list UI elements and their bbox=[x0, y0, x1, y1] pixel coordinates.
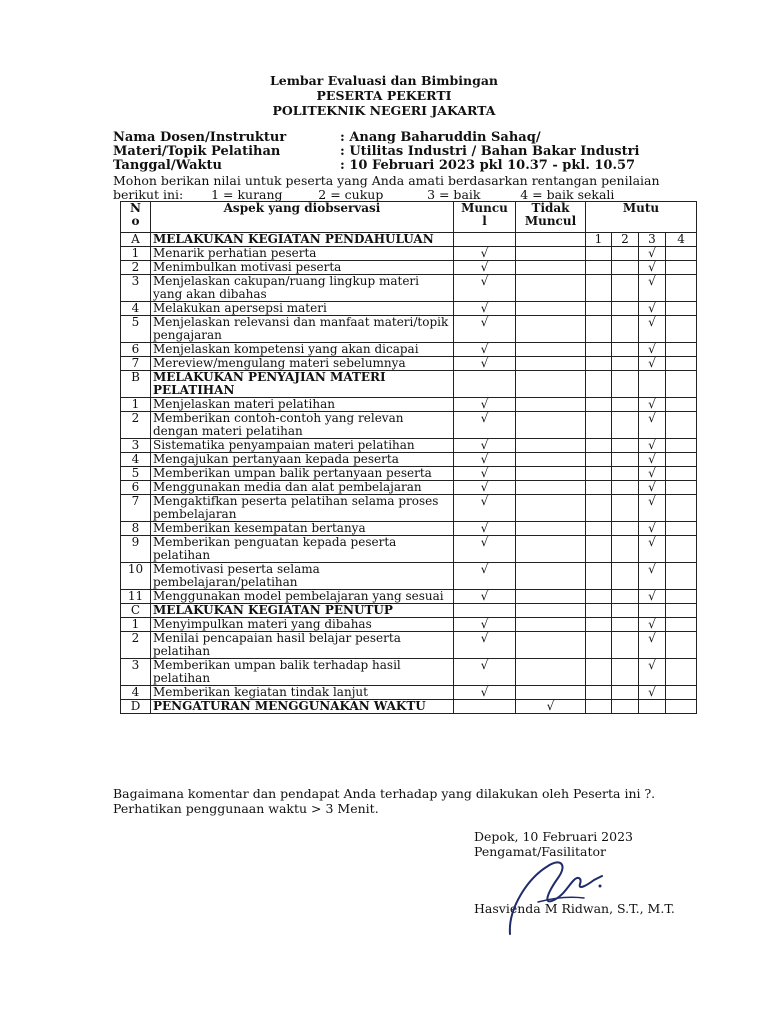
mutu-2-cell bbox=[612, 604, 639, 618]
tidak-muncul-cell bbox=[516, 495, 586, 522]
section-row bbox=[121, 604, 697, 618]
table-row bbox=[121, 343, 697, 357]
tidak-muncul-cell bbox=[516, 261, 586, 275]
footer-time-note: Perhatikan penggunaan waktu > 3 Menit. bbox=[113, 801, 379, 816]
table-row bbox=[121, 316, 697, 343]
aspect-text: Memberikan kegiatan tindak lanjut bbox=[151, 686, 454, 700]
row-number: 5 bbox=[121, 467, 151, 481]
mutu-1-cell bbox=[586, 522, 612, 536]
mutu-4-cell bbox=[666, 495, 697, 522]
mutu-4-cell bbox=[666, 247, 697, 261]
aspect-text: Memberikan contoh-contoh yang relevan dengan materi pelatihan bbox=[151, 412, 454, 439]
row-number: 2 bbox=[121, 412, 151, 439]
tidak-muncul-cell bbox=[516, 275, 586, 302]
aspect-text: Menggunakan model pembelajaran yang sesuai bbox=[151, 590, 454, 604]
mutu-3-cell: √ bbox=[639, 439, 666, 453]
mutu-1-cell bbox=[586, 536, 612, 563]
mutu-2-cell bbox=[612, 398, 639, 412]
footer-comment-question: Bagaimana komentar dan pendapat Anda terhadap yang dilakukan oleh Peserta ini ?. bbox=[113, 786, 656, 801]
info-value: : Utilitas Industri / Bahan Bakar Industri bbox=[340, 144, 640, 159]
row-number: 6 bbox=[121, 481, 151, 495]
doc-title: Lembar Evaluasi dan Bimbingan bbox=[269, 73, 499, 88]
info-value: : Anang Baharuddin Sahaq/ bbox=[340, 130, 541, 145]
header-muncul: Muncu l bbox=[454, 202, 516, 233]
tidak-muncul-cell bbox=[516, 343, 586, 357]
row-number: 4 bbox=[121, 302, 151, 316]
mutu-2-cell bbox=[612, 590, 639, 604]
mutu-1-cell bbox=[586, 495, 612, 522]
mutu-4-cell bbox=[666, 467, 697, 481]
row-number: B bbox=[121, 371, 151, 398]
mutu-1-cell: 1 bbox=[586, 233, 612, 247]
muncul-cell: √ bbox=[454, 453, 516, 467]
mutu-3-cell: √ bbox=[639, 316, 666, 343]
mutu-4-cell bbox=[666, 302, 697, 316]
row-number: 8 bbox=[121, 522, 151, 536]
table-row bbox=[121, 439, 697, 453]
muncul-cell: √ bbox=[454, 522, 516, 536]
mutu-2-cell bbox=[612, 357, 639, 371]
mutu-4-cell bbox=[666, 700, 697, 714]
table-row bbox=[121, 495, 697, 522]
aspect-text: Memberikan umpan balik terhadap hasil pelatihan bbox=[151, 659, 454, 686]
muncul-cell: √ bbox=[454, 563, 516, 590]
muncul-cell: √ bbox=[454, 412, 516, 439]
aspect-text: Memotivasi peserta selama pembelajaran/pelatihan bbox=[151, 563, 454, 590]
mutu-3-cell: √ bbox=[639, 536, 666, 563]
aspect-text: Sistematika penyampaian materi pelatihan bbox=[151, 439, 454, 453]
mutu-1-cell bbox=[586, 316, 612, 343]
mutu-3-cell: √ bbox=[639, 247, 666, 261]
muncul-cell: √ bbox=[454, 261, 516, 275]
mutu-4-cell bbox=[666, 659, 697, 686]
row-number: 3 bbox=[121, 275, 151, 302]
row-number: 4 bbox=[121, 686, 151, 700]
mutu-3-cell: √ bbox=[639, 467, 666, 481]
row-number: 9 bbox=[121, 536, 151, 563]
table-row bbox=[121, 467, 697, 481]
row-number: 2 bbox=[121, 261, 151, 275]
mutu-3-cell: √ bbox=[639, 590, 666, 604]
mutu-3-cell: √ bbox=[639, 302, 666, 316]
aspect-text: Mengaktifkan peserta pelatihan selama proses pembelajaran bbox=[151, 495, 454, 522]
mutu-1-cell bbox=[586, 398, 612, 412]
mutu-4-cell bbox=[666, 453, 697, 467]
aspect-text: Mengajukan pertanyaan kepada peserta bbox=[151, 453, 454, 467]
mutu-1-cell bbox=[586, 604, 612, 618]
row-number: C bbox=[121, 604, 151, 618]
mutu-2-cell bbox=[612, 371, 639, 398]
mutu-3-cell bbox=[639, 604, 666, 618]
table-row bbox=[121, 247, 697, 261]
mutu-3-cell: √ bbox=[639, 343, 666, 357]
muncul-cell: √ bbox=[454, 536, 516, 563]
row-number: A bbox=[121, 233, 151, 247]
aspect-text: Menjelaskan cakupan/ruang lingkup materi yang akan dibahas bbox=[151, 275, 454, 302]
sign-name: Hasvienda M Ridwan, S.T., M.T. bbox=[474, 901, 675, 916]
table-row bbox=[121, 618, 697, 632]
mutu-2-cell bbox=[612, 439, 639, 453]
mutu-4-cell bbox=[666, 522, 697, 536]
mutu-4-cell bbox=[666, 275, 697, 302]
mutu-3-cell: √ bbox=[639, 412, 666, 439]
mutu-1-cell bbox=[586, 453, 612, 467]
info-key: Tanggal/Waktu bbox=[113, 158, 222, 173]
tidak-muncul-cell bbox=[516, 398, 586, 412]
mutu-2-cell: 2 bbox=[612, 233, 639, 247]
mutu-2-cell bbox=[612, 275, 639, 302]
aspect-text: Menimbulkan motivasi peserta bbox=[151, 261, 454, 275]
aspect-text: Menjelaskan kompetensi yang akan dicapai bbox=[151, 343, 454, 357]
tidak-muncul-cell: √ bbox=[516, 700, 586, 714]
muncul-cell: √ bbox=[454, 343, 516, 357]
aspect-text: Memberikan kesempatan bertanya bbox=[151, 522, 454, 536]
mutu-4-cell bbox=[666, 343, 697, 357]
info-key: Materi/Topik Pelatihan bbox=[113, 144, 281, 159]
tidak-muncul-cell bbox=[516, 467, 586, 481]
section-title: PENGATURAN MENGGUNAKAN WAKTU bbox=[151, 700, 454, 714]
mutu-4-cell bbox=[666, 398, 697, 412]
mutu-4-cell bbox=[666, 371, 697, 398]
mutu-1-cell bbox=[586, 590, 612, 604]
doc-subtitle: PESERTA PEKERTI bbox=[316, 88, 452, 103]
mutu-4-cell bbox=[666, 439, 697, 453]
row-number: 11 bbox=[121, 590, 151, 604]
table-row bbox=[121, 522, 697, 536]
mutu-1-cell bbox=[586, 659, 612, 686]
mutu-1-cell bbox=[586, 412, 612, 439]
row-number: 7 bbox=[121, 495, 151, 522]
mutu-2-cell bbox=[612, 700, 639, 714]
section-row bbox=[121, 700, 697, 714]
section-title: MELAKUKAN KEGIATAN PENUTUP bbox=[151, 604, 454, 618]
mutu-2-cell bbox=[612, 659, 639, 686]
evaluation-table bbox=[120, 201, 697, 714]
mutu-1-cell bbox=[586, 618, 612, 632]
header-mutu: Mutu bbox=[586, 202, 697, 233]
aspect-text: Memberikan penguatan kepada peserta pelatihan bbox=[151, 536, 454, 563]
table-row bbox=[121, 686, 697, 700]
mutu-1-cell bbox=[586, 357, 612, 371]
muncul-cell: √ bbox=[454, 467, 516, 481]
row-number: 7 bbox=[121, 357, 151, 371]
sign-role: Pengamat/Fasilitator bbox=[474, 844, 606, 859]
info-value: : 10 Februari 2023 pkl 10.37 - pkl. 10.57 bbox=[340, 158, 636, 173]
tidak-muncul-cell bbox=[516, 563, 586, 590]
muncul-cell: √ bbox=[454, 495, 516, 522]
tidak-muncul-cell bbox=[516, 536, 586, 563]
aspect-text: Menjelaskan relevansi dan manfaat materi/topik pengajaran bbox=[151, 316, 454, 343]
table-row bbox=[121, 590, 697, 604]
mutu-1-cell bbox=[586, 563, 612, 590]
mutu-1-cell bbox=[586, 632, 612, 659]
info-dosen bbox=[113, 131, 541, 145]
muncul-cell: √ bbox=[454, 247, 516, 261]
mutu-4-cell: 4 bbox=[666, 233, 697, 247]
mutu-3-cell: √ bbox=[639, 357, 666, 371]
mutu-3-cell: √ bbox=[639, 495, 666, 522]
aspect-text: Menarik perhatian peserta bbox=[151, 247, 454, 261]
row-number: 1 bbox=[121, 247, 151, 261]
tidak-muncul-cell bbox=[516, 439, 586, 453]
mutu-1-cell bbox=[586, 371, 612, 398]
mutu-1-cell bbox=[586, 467, 612, 481]
instruction-line-2: berikut ini: 1 = kurang 2 = cukup 3 = baik 4 = baik sekali bbox=[113, 187, 615, 202]
muncul-cell: √ bbox=[454, 590, 516, 604]
muncul-cell: √ bbox=[454, 316, 516, 343]
mutu-2-cell bbox=[612, 495, 639, 522]
row-number: 6 bbox=[121, 343, 151, 357]
table-row bbox=[121, 412, 697, 439]
table-row bbox=[121, 536, 697, 563]
table-row bbox=[121, 398, 697, 412]
table-row bbox=[121, 563, 697, 590]
muncul-cell: √ bbox=[454, 302, 516, 316]
muncul-cell: √ bbox=[454, 398, 516, 412]
row-number: 3 bbox=[121, 439, 151, 453]
tidak-muncul-cell bbox=[516, 590, 586, 604]
mutu-1-cell bbox=[586, 261, 612, 275]
info-tanggal bbox=[113, 159, 635, 173]
header-tidak-muncul: Tidak Muncul bbox=[516, 202, 586, 233]
section-title: MELAKUKAN PENYAJIAN MATERI PELATIHAN bbox=[151, 371, 454, 398]
table-row bbox=[121, 632, 697, 659]
mutu-2-cell bbox=[612, 563, 639, 590]
mutu-2-cell bbox=[612, 247, 639, 261]
mutu-3-cell: √ bbox=[639, 453, 666, 467]
mutu-2-cell bbox=[612, 302, 639, 316]
mutu-1-cell bbox=[586, 247, 612, 261]
mutu-4-cell bbox=[666, 261, 697, 275]
aspect-text: Menjelaskan materi pelatihan bbox=[151, 398, 454, 412]
mutu-3-cell: √ bbox=[639, 522, 666, 536]
aspect-text: Melakukan apersepsi materi bbox=[151, 302, 454, 316]
tidak-muncul-cell bbox=[516, 481, 586, 495]
mutu-4-cell bbox=[666, 536, 697, 563]
mutu-4-cell bbox=[666, 632, 697, 659]
row-number: 10 bbox=[121, 563, 151, 590]
table-row bbox=[121, 261, 697, 275]
muncul-cell: √ bbox=[454, 618, 516, 632]
mutu-2-cell bbox=[612, 481, 639, 495]
mutu-4-cell bbox=[666, 412, 697, 439]
tidak-muncul-cell bbox=[516, 316, 586, 343]
aspect-text: Menilai pencapaian hasil belajar peserta pelatihan bbox=[151, 632, 454, 659]
mutu-4-cell bbox=[666, 563, 697, 590]
aspect-text: Menyimpulkan materi yang dibahas bbox=[151, 618, 454, 632]
mutu-2-cell bbox=[612, 412, 639, 439]
mutu-2-cell bbox=[612, 522, 639, 536]
mutu-3-cell bbox=[639, 371, 666, 398]
aspect-text: Menggunakan media dan alat pembelajaran bbox=[151, 481, 454, 495]
tidak-muncul-cell bbox=[516, 659, 586, 686]
mutu-3-cell: √ bbox=[639, 632, 666, 659]
tidak-muncul-cell bbox=[516, 233, 586, 247]
mutu-3-cell: √ bbox=[639, 398, 666, 412]
tidak-muncul-cell bbox=[516, 686, 586, 700]
table-row bbox=[121, 659, 697, 686]
row-number: 5 bbox=[121, 316, 151, 343]
info-materi bbox=[113, 145, 639, 159]
info-key: Nama Dosen/Instruktur bbox=[113, 130, 287, 145]
row-number: 1 bbox=[121, 398, 151, 412]
mutu-1-cell bbox=[586, 343, 612, 357]
table-row bbox=[121, 453, 697, 467]
mutu-1-cell bbox=[586, 700, 612, 714]
aspect-text: Memberikan umpan balik pertanyaan peserta bbox=[151, 467, 454, 481]
mutu-4-cell bbox=[666, 604, 697, 618]
header-aspek: Aspek yang diobservasi bbox=[151, 202, 454, 233]
tidak-muncul-cell bbox=[516, 522, 586, 536]
muncul-cell: √ bbox=[454, 275, 516, 302]
muncul-cell: √ bbox=[454, 686, 516, 700]
tidak-muncul-cell bbox=[516, 604, 586, 618]
mutu-3-cell: √ bbox=[639, 563, 666, 590]
table-row bbox=[121, 275, 697, 302]
mutu-4-cell bbox=[666, 686, 697, 700]
mutu-3-cell: √ bbox=[639, 659, 666, 686]
table-header-row bbox=[121, 202, 697, 233]
mutu-2-cell bbox=[612, 686, 639, 700]
mutu-2-cell bbox=[612, 343, 639, 357]
mutu-2-cell bbox=[612, 316, 639, 343]
mutu-2-cell bbox=[612, 632, 639, 659]
tidak-muncul-cell bbox=[516, 357, 586, 371]
muncul-cell: √ bbox=[454, 481, 516, 495]
tidak-muncul-cell bbox=[516, 371, 586, 398]
mutu-2-cell bbox=[612, 467, 639, 481]
mutu-2-cell bbox=[612, 618, 639, 632]
row-number: 3 bbox=[121, 659, 151, 686]
mutu-3-cell: √ bbox=[639, 275, 666, 302]
tidak-muncul-cell bbox=[516, 632, 586, 659]
table-row bbox=[121, 302, 697, 316]
tidak-muncul-cell bbox=[516, 618, 586, 632]
mutu-1-cell bbox=[586, 686, 612, 700]
institution-name: POLITEKNIK NEGERI JAKARTA bbox=[272, 103, 496, 118]
table-row bbox=[121, 481, 697, 495]
mutu-3-cell: √ bbox=[639, 618, 666, 632]
mutu-1-cell bbox=[586, 481, 612, 495]
table-row bbox=[121, 357, 697, 371]
handwritten-signature bbox=[498, 848, 608, 938]
section-title: MELAKUKAN KEGIATAN PENDAHULUAN bbox=[151, 233, 454, 247]
tidak-muncul-cell bbox=[516, 302, 586, 316]
mutu-3-cell: √ bbox=[639, 261, 666, 275]
row-number: 2 bbox=[121, 632, 151, 659]
mutu-2-cell bbox=[612, 453, 639, 467]
section-row bbox=[121, 233, 697, 247]
muncul-cell: √ bbox=[454, 632, 516, 659]
row-number: D bbox=[121, 700, 151, 714]
mutu-4-cell bbox=[666, 590, 697, 604]
instruction-line-1: Mohon berikan nilai untuk peserta yang Anda amati berdasarkan rentangan penilaian bbox=[113, 173, 660, 188]
muncul-cell: √ bbox=[454, 357, 516, 371]
sign-place-date: Depok, 10 Februari 2023 bbox=[474, 829, 633, 844]
muncul-cell bbox=[454, 700, 516, 714]
mutu-3-cell: 3 bbox=[639, 233, 666, 247]
tidak-muncul-cell bbox=[516, 453, 586, 467]
mutu-2-cell bbox=[612, 261, 639, 275]
aspect-text: Mereview/mengulang materi sebelumnya bbox=[151, 357, 454, 371]
row-number: 4 bbox=[121, 453, 151, 467]
mutu-3-cell bbox=[639, 700, 666, 714]
row-number: 1 bbox=[121, 618, 151, 632]
mutu-2-cell bbox=[612, 536, 639, 563]
mutu-1-cell bbox=[586, 275, 612, 302]
mutu-3-cell: √ bbox=[639, 686, 666, 700]
mutu-4-cell bbox=[666, 357, 697, 371]
muncul-cell: √ bbox=[454, 439, 516, 453]
muncul-cell bbox=[454, 371, 516, 398]
header-no: N o bbox=[121, 202, 151, 233]
tidak-muncul-cell bbox=[516, 247, 586, 261]
tidak-muncul-cell bbox=[516, 412, 586, 439]
section-row bbox=[121, 371, 697, 398]
mutu-4-cell bbox=[666, 316, 697, 343]
muncul-cell: √ bbox=[454, 659, 516, 686]
mutu-1-cell bbox=[586, 302, 612, 316]
mutu-4-cell bbox=[666, 618, 697, 632]
mutu-4-cell bbox=[666, 481, 697, 495]
mutu-3-cell: √ bbox=[639, 481, 666, 495]
muncul-cell bbox=[454, 233, 516, 247]
mutu-1-cell bbox=[586, 439, 612, 453]
muncul-cell bbox=[454, 604, 516, 618]
